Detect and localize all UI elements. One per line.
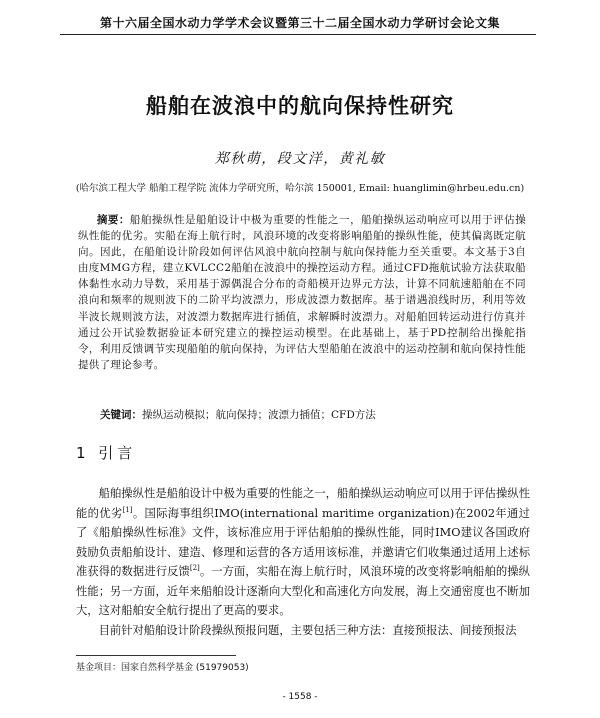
page-number: - 1558 -: [282, 692, 318, 702]
keywords-text: 操纵运动模拟；航向保持；波漂力插值；CFD方法: [142, 409, 376, 421]
paragraph-2: 目前针对船舶设计阶段操纵预报问题，主要包括三种方法：直接预报法、间接预报法: [98, 623, 517, 637]
header-rule: [60, 34, 536, 35]
section-body: [76, 484, 530, 640]
citation-2: [2]: [189, 564, 200, 573]
keywords-label: 关键词：: [100, 409, 142, 421]
paragraph-1: [76, 484, 530, 621]
footnote: 基金项目：国家自然科学基金 (51979053): [76, 663, 249, 673]
keywords: [100, 407, 526, 422]
abstract: [78, 212, 526, 373]
paper-authors: 郑秋萌，段文洋，黄礼敏: [214, 151, 386, 167]
running-header: 第十六届全国水动力学学术会议暨第三十二届全国水动力学研讨会论文集: [99, 16, 500, 30]
paper-affiliation: (哈尔滨工程大学 船舶工程学院 流体力学研究所，哈尔滨 150001, Email: huanglimin@hrbeu.edu.cn): [75, 183, 525, 194]
paper-title: 船舶在波浪中的航向保持性研究: [146, 94, 454, 118]
section-heading: 1 引言: [76, 444, 137, 462]
p1-part-c: 。一方面，实船在海上航行时，风浪环境的改变将影响船舶的操纵性能；另一方面，近年来船舶设计逐渐向大型化和高速化方向发展，海上交通密度也不断加大，这对船舶安全航行提出了更高的要求。: [76, 565, 530, 617]
footnote-rule: [76, 655, 236, 656]
abstract-label: 摘要：: [96, 214, 130, 226]
p1-part-b: 。国际海事组织IMO(international maritime organization)在2002年通过了《船舶操纵性标准》文件，该标准应用于评估船舶的操纵性能，同时IMO建议各国政府鼓励负责船舶设计、建造、修理和运营的各方适用该标准，并邀请它们收集通过适用上述标准获得的数据进行反馈: [76, 506, 530, 578]
p1-part-a: 船舶操纵性是船舶设计中极为重要的性能之一，船舶操纵运动响应可以用于评估操纵性能的优劣: [76, 487, 530, 520]
citation-1: [1]: [122, 505, 133, 514]
abstract-text: 船舶操纵性是船舶设计中极为重要的性能之一，船舶操纵运动响应可以用于评估操纵性能的优劣。实船在海上航行时，风浪环境的改变将影响船舶的操纵性能，使其偏离既定航向。因此，在船舶设计阶段如何评估风浪中航向控制与航向保持能力至关重要。本文基于3自由度MMG方程，建立KVLCC2船舶在波浪中的操控运动方程。通过CFD拖航试验方法获取船体黏性水动力导数，采用基于源偶混合分布的奇船模开边界元方法，计算不同航速船舶在不同浪向和频率的规则波下的二阶平均波漂力，形成波漂力数据库。基于谱遇浪线时历，利用等效半波长规则波方法，对波漂力数据库进行插值，求解瞬时波漂力。对船舶回转运动进行仿真并通过公开试验数据验证本研究建立的操控运动模型。在此基础上，基于PD控制给出操舵指令，利用反馈调节实现船舶的航向保持，为评估大型船舶在波浪中的运动控制和航向保持性能提供了理论参考。: [78, 214, 526, 371]
